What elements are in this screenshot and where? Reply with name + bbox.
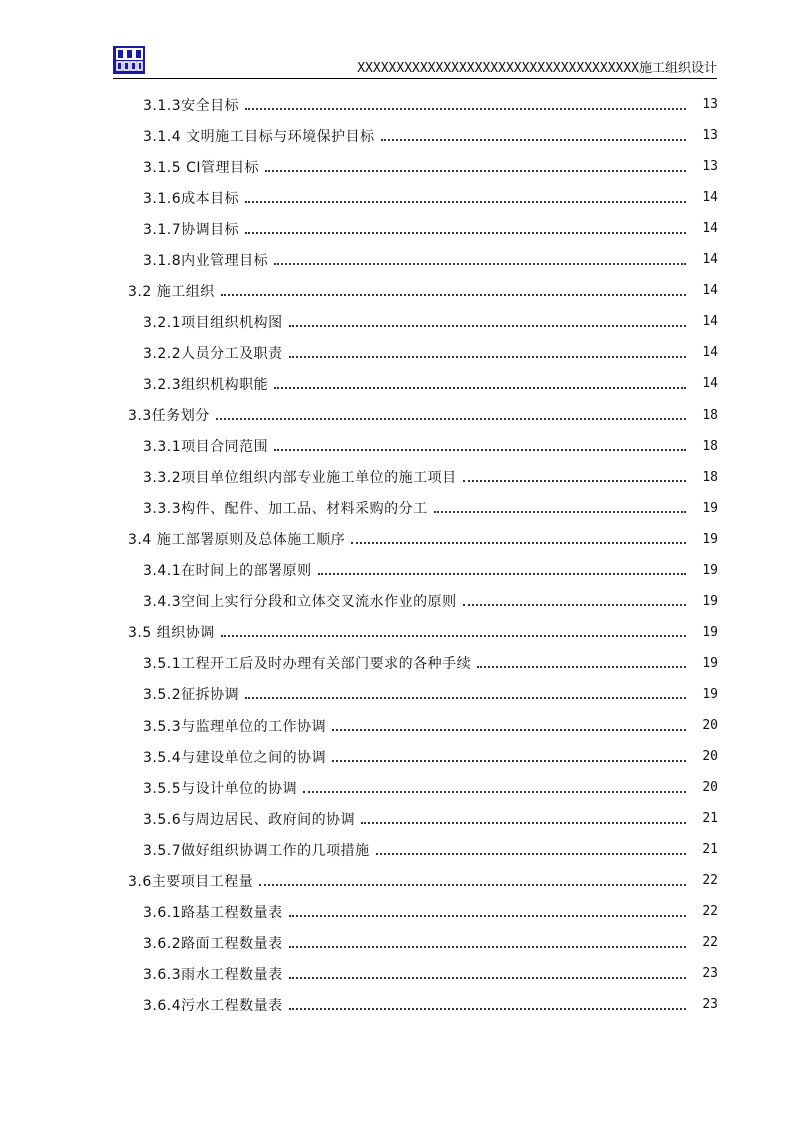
- toc-dot-leader: [265, 156, 686, 172]
- toc-page-number: 19: [702, 655, 718, 671]
- toc-entry-label: 3.5.5与设计单位的协调: [143, 780, 298, 797]
- toc-entry-label: 3.1.6成本目标: [143, 190, 240, 207]
- toc-entry-label: 3.1.4 文明施工目标与环境保护目标: [143, 128, 375, 145]
- toc-entry[interactable]: [0, 89, 793, 120]
- toc-entry[interactable]: [0, 865, 793, 896]
- toc-page-number: 19: [702, 562, 718, 578]
- toc-entry[interactable]: [0, 679, 793, 710]
- toc-page-number: 19: [702, 686, 718, 702]
- toc-dot-leader: [289, 963, 686, 979]
- toc-dot-leader: [259, 870, 686, 886]
- toc-entry[interactable]: [0, 834, 793, 865]
- toc-dot-leader: [289, 994, 686, 1010]
- toc-entry-label: 3.1.8内业管理目标: [143, 252, 269, 269]
- toc-dot-leader: [318, 559, 686, 575]
- toc-dot-leader: [245, 218, 686, 234]
- toc-dot-leader: [245, 683, 686, 699]
- toc-page-number: 21: [702, 811, 718, 827]
- toc-entry-label: 3.2.3组织机构职能: [143, 376, 269, 393]
- toc-entry-label: 3.3.3构件、配件、加工品、材料采购的分工: [143, 501, 428, 518]
- toc-page-number: 18: [702, 438, 718, 454]
- toc-entry-label: 3.2 施工组织: [128, 283, 215, 300]
- toc-dot-leader: [245, 187, 686, 203]
- toc-dot-leader: [303, 777, 686, 793]
- toc-page-number: 19: [702, 500, 718, 516]
- toc-dot-leader: [289, 342, 686, 358]
- toc-entry[interactable]: [0, 462, 793, 493]
- toc-entry-label: 3.4 施工部署原则及总体施工顺序: [128, 532, 346, 549]
- toc-entry[interactable]: [0, 803, 793, 834]
- toc-entry[interactable]: [0, 368, 793, 399]
- toc-entry[interactable]: [0, 524, 793, 555]
- toc-entry-label: 3.2.2人员分工及职责: [143, 345, 283, 362]
- toc-dot-leader: [221, 621, 686, 637]
- toc-page-number: 23: [702, 966, 718, 982]
- toc-entry-label: 3.4.1在时间上的部署原则: [143, 563, 312, 580]
- toc-dot-leader: [376, 839, 686, 855]
- toc-entry[interactable]: [0, 306, 793, 337]
- toc-entry-label: 3.1.5 CI管理目标: [143, 159, 259, 176]
- toc-dot-leader: [245, 94, 686, 110]
- toc-page-number: 14: [702, 283, 718, 299]
- toc-dot-leader: [216, 404, 686, 420]
- toc-entry[interactable]: [0, 958, 793, 989]
- toc-dot-leader: [221, 280, 686, 296]
- toc-page-number: 19: [702, 593, 718, 609]
- toc-entry-label: 3.3.1项目合同范围: [143, 439, 269, 456]
- toc-page-number: 14: [702, 252, 718, 268]
- toc-dot-leader: [381, 125, 686, 141]
- toc-entry-label: 3.3任务划分: [128, 408, 210, 424]
- toc-page-number: 19: [702, 531, 718, 547]
- toc-entry-label: 3.6.1路基工程数量表: [143, 904, 283, 921]
- toc-entry[interactable]: [0, 741, 793, 772]
- toc-entry[interactable]: [0, 710, 793, 741]
- toc-entry[interactable]: [0, 648, 793, 679]
- toc-entry[interactable]: [0, 337, 793, 368]
- toc-entry[interactable]: [0, 182, 793, 213]
- toc-entry-label: 3.3.2项目单位组织内部专业施工单位的施工项目: [143, 470, 457, 487]
- toc-entry[interactable]: [0, 431, 793, 462]
- toc-entry[interactable]: [0, 927, 793, 958]
- toc-entry[interactable]: [0, 244, 793, 275]
- toc-page-number: 19: [702, 624, 718, 640]
- toc-entry-label: 3.1.3安全目标: [143, 97, 240, 114]
- toc-dot-leader: [477, 652, 686, 668]
- toc-page-number: 23: [702, 997, 718, 1013]
- toc-entry-label: 3.6主要项目工程量: [128, 873, 254, 890]
- toc-entry-label: 3.5 组织协调: [128, 625, 215, 642]
- toc-entry-label: 3.1.7协调目标: [143, 221, 240, 238]
- toc-entry[interactable]: [0, 400, 793, 431]
- toc-page-number: 20: [702, 718, 718, 733]
- toc-dot-leader: [361, 808, 686, 824]
- toc-entry-label: 3.5.2征拆协调: [143, 687, 240, 704]
- toc-entry[interactable]: [0, 151, 793, 182]
- document-header-title: XXXXXXXXXXXXXXXXXXXXXXXXXXXXXXXXXXXX施工组织设计: [357, 61, 717, 76]
- toc-entry-label: 3.5.7做好组织协调工作的几项措施: [143, 842, 370, 859]
- toc-page-number: 13: [702, 159, 718, 175]
- toc-entry[interactable]: [0, 896, 793, 927]
- toc-dot-leader: [332, 715, 686, 731]
- header-divider: [113, 78, 717, 79]
- toc-page-number: 18: [702, 407, 718, 423]
- toc-page-number: 22: [702, 904, 718, 920]
- toc-entry[interactable]: [0, 120, 793, 151]
- toc-page-number: 14: [702, 314, 718, 330]
- toc-page-number: 14: [702, 190, 718, 206]
- toc-page-number: 21: [702, 842, 718, 858]
- toc-page-number: 20: [702, 749, 718, 765]
- toc-entry-label: 3.5.1工程开工后及时办理有关部门要求的各种手续: [143, 656, 472, 673]
- toc-entry[interactable]: [0, 772, 793, 803]
- toc-entry[interactable]: [0, 989, 793, 1020]
- toc-entry-label: 3.5.4与建设单位之间的协调: [143, 749, 327, 766]
- toc-dot-leader: [289, 901, 686, 917]
- toc-entry[interactable]: [0, 617, 793, 648]
- toc-entry[interactable]: [0, 275, 793, 306]
- toc-dot-leader: [463, 466, 686, 482]
- toc-entry[interactable]: [0, 493, 793, 524]
- toc-entry[interactable]: [0, 555, 793, 586]
- toc-page-number: 13: [702, 97, 718, 112]
- toc-dot-leader: [274, 435, 686, 451]
- toc-page-number: 22: [702, 935, 718, 951]
- toc-dot-leader: [351, 528, 686, 544]
- toc-dot-leader: [434, 497, 686, 513]
- toc-entry-label: 3.5.6与周边居民、政府间的协调: [143, 811, 356, 828]
- toc-dot-leader: [274, 249, 686, 265]
- toc-entry-label: 3.6.4污水工程数量表: [143, 997, 283, 1014]
- toc-dot-leader: [274, 373, 686, 389]
- toc-dot-leader: [289, 311, 686, 327]
- company-logo: [113, 46, 145, 74]
- toc-entry-label: 3.2.1项目组织机构图: [143, 314, 283, 331]
- toc-page-number: 14: [702, 221, 718, 237]
- toc-entry-label: 3.5.3与监理单位的工作协调: [143, 718, 327, 735]
- toc-page-number: 14: [702, 376, 718, 392]
- toc-page-number: 18: [702, 469, 718, 485]
- toc-entry[interactable]: [0, 213, 793, 244]
- toc-dot-leader: [289, 932, 686, 948]
- toc-page-number: 14: [702, 345, 718, 361]
- toc-entry-label: 3.6.2路面工程数量表: [143, 935, 283, 952]
- toc-entry-label: 3.4.3空间上实行分段和立体交叉流水作业的原则: [143, 594, 457, 611]
- toc-entry[interactable]: [0, 586, 793, 617]
- toc-page-number: 22: [702, 873, 718, 889]
- toc-page-number: 20: [702, 780, 718, 796]
- toc-dot-leader: [463, 590, 686, 606]
- toc-page-number: 13: [702, 128, 718, 144]
- toc-dot-leader: [332, 746, 686, 762]
- toc-entry-label: 3.6.3雨水工程数量表: [143, 966, 283, 983]
